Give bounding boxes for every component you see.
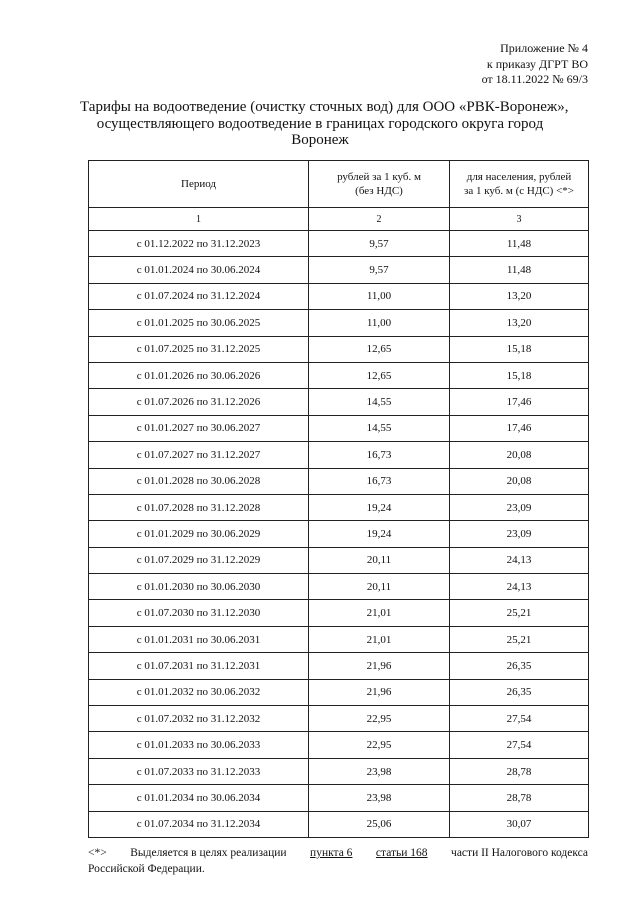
- footnote: [88, 845, 588, 877]
- period-cell: с 01.07.2027 по 31.12.2027: [89, 442, 309, 468]
- table-row: [89, 600, 589, 626]
- tariff-no-vat-cell: 20,11: [309, 547, 450, 573]
- period-cell: с 01.01.2028 по 30.06.2028: [89, 468, 309, 494]
- tariff-with-vat-cell: 13,20: [450, 283, 589, 309]
- tariff-with-vat-cell: 15,18: [450, 336, 589, 362]
- table-row: [89, 257, 589, 283]
- tariff-no-vat-cell: 22,95: [309, 732, 450, 758]
- tariff-no-vat-cell: 25,06: [309, 811, 450, 837]
- table-row: [89, 336, 589, 362]
- table-row: [89, 626, 589, 652]
- table-row: [89, 310, 589, 336]
- title-line: осуществляющего водоотведение в границах городского округа город: [96, 115, 544, 132]
- tariff-with-vat-cell: 23,09: [450, 494, 589, 520]
- tariff-with-vat-cell: 25,21: [450, 626, 589, 652]
- table-row: [89, 231, 589, 257]
- tariff-no-vat-cell: 12,65: [309, 362, 450, 388]
- table-header-row: [89, 161, 589, 208]
- table-row: [89, 785, 589, 811]
- tariff-with-vat-cell: 28,78: [450, 785, 589, 811]
- table-row: [89, 574, 589, 600]
- column-number: 2: [309, 208, 450, 231]
- period-cell: с 01.07.2026 по 31.12.2026: [89, 389, 309, 415]
- tariff-no-vat-cell: 9,57: [309, 231, 450, 257]
- table-row: [89, 442, 589, 468]
- document-title: [80, 99, 569, 149]
- tariff-no-vat-cell: 16,73: [309, 442, 450, 468]
- table-row: [89, 679, 589, 705]
- table-row: [89, 521, 589, 547]
- tariff-with-vat-cell: 24,13: [450, 574, 589, 600]
- title-line: Воронеж: [291, 132, 349, 148]
- header-no-vat: рублей за 1 куб. м (без НДС): [309, 161, 450, 208]
- title-line: Тарифы на водоотведение (очистку сточных вод) для ООО «РВК-Воронеж»,: [80, 99, 569, 115]
- period-cell: с 01.01.2033 по 30.06.2033: [89, 732, 309, 758]
- table-row: [89, 415, 589, 441]
- period-cell: с 01.07.2033 по 31.12.2033: [89, 758, 309, 784]
- period-cell: с 01.01.2025 по 30.06.2025: [89, 310, 309, 336]
- tariff-with-vat-cell: 17,46: [450, 389, 589, 415]
- tariff-no-vat-cell: 11,00: [309, 283, 450, 309]
- appendix-date-line: от 18.11.2022 № 69/3: [481, 72, 588, 86]
- tariff-with-vat-cell: 23,09: [450, 521, 589, 547]
- table-row: [89, 653, 589, 679]
- header-with-vat: для населения, рублей за 1 куб. м (с НДС) <*>: [450, 161, 589, 208]
- tariff-with-vat-cell: 26,35: [450, 653, 589, 679]
- tariff-no-vat-cell: 19,24: [309, 521, 450, 547]
- tariff-no-vat-cell: 21,96: [309, 679, 450, 705]
- period-cell: с 01.07.2029 по 31.12.2029: [89, 547, 309, 573]
- period-cell: с 01.01.2032 по 30.06.2032: [89, 679, 309, 705]
- tariff-with-vat-cell: 20,08: [450, 468, 589, 494]
- tariff-with-vat-cell: 11,48: [450, 231, 589, 257]
- tariff-no-vat-cell: 23,98: [309, 785, 450, 811]
- tariff-no-vat-cell: 21,96: [309, 653, 450, 679]
- period-cell: с 01.01.2030 по 30.06.2030: [89, 574, 309, 600]
- appendix-header: [482, 41, 588, 88]
- period-cell: с 01.01.2027 по 30.06.2027: [89, 415, 309, 441]
- tariff-no-vat-cell: 23,98: [309, 758, 450, 784]
- tariff-with-vat-cell: 24,13: [450, 547, 589, 573]
- period-cell: с 01.01.2024 по 30.06.2024: [89, 257, 309, 283]
- tariff-no-vat-cell: 20,11: [309, 574, 450, 600]
- tariff-no-vat-cell: 11,00: [309, 310, 450, 336]
- tariff-with-vat-cell: 28,78: [450, 758, 589, 784]
- tariff-with-vat-cell: 13,20: [450, 310, 589, 336]
- tariff-with-vat-cell: 11,48: [450, 257, 589, 283]
- table-row: [89, 468, 589, 494]
- tariff-with-vat-cell: 15,18: [450, 362, 589, 388]
- tariff-no-vat-cell: 16,73: [309, 468, 450, 494]
- tariff-no-vat-cell: 19,24: [309, 494, 450, 520]
- tariff-no-vat-cell: 21,01: [309, 600, 450, 626]
- tariff-no-vat-cell: 14,55: [309, 415, 450, 441]
- table-row: [89, 811, 589, 837]
- period-cell: с 01.07.2031 по 31.12.2031: [89, 653, 309, 679]
- tariff-with-vat-cell: 17,46: [450, 415, 589, 441]
- tariff-with-vat-cell: 27,54: [450, 706, 589, 732]
- tariff-with-vat-cell: 30,07: [450, 811, 589, 837]
- footnote-link-point[interactable]: пункта 6: [310, 847, 353, 859]
- period-cell: с 01.01.2026 по 30.06.2026: [89, 362, 309, 388]
- footnote-text: Выделяется в целях реализации: [130, 847, 287, 859]
- header-period: Период: [89, 161, 309, 208]
- table-body: [89, 231, 589, 838]
- table-row: [89, 283, 589, 309]
- table-row: [89, 732, 589, 758]
- period-cell: с 01.12.2022 по 31.12.2023: [89, 231, 309, 257]
- table-row: [89, 758, 589, 784]
- appendix-line: Приложение № 4: [500, 41, 588, 55]
- period-cell: с 01.07.2028 по 31.12.2028: [89, 494, 309, 520]
- column-number-row: [89, 208, 589, 231]
- footnote-text: части II Налогового кодекса: [451, 847, 588, 859]
- period-cell: с 01.07.2024 по 31.12.2024: [89, 283, 309, 309]
- period-cell: с 01.01.2029 по 30.06.2029: [89, 521, 309, 547]
- column-number: 1: [89, 208, 309, 231]
- tariff-no-vat-cell: 21,01: [309, 626, 450, 652]
- tariff-with-vat-cell: 25,21: [450, 600, 589, 626]
- footnote-link-article[interactable]: статьи 168: [375, 847, 428, 859]
- tariff-with-vat-cell: 26,35: [450, 679, 589, 705]
- period-cell: с 01.07.2034 по 31.12.2034: [89, 811, 309, 837]
- appendix-order-line: к приказу ДГРТ ВО: [486, 56, 588, 71]
- table-row: [89, 547, 589, 573]
- table-row: [89, 706, 589, 732]
- tariff-no-vat-cell: 9,57: [309, 257, 450, 283]
- period-cell: с 01.07.2030 по 31.12.2030: [89, 600, 309, 626]
- column-number: 3: [450, 208, 589, 231]
- period-cell: с 01.07.2032 по 31.12.2032: [89, 706, 309, 732]
- period-cell: с 01.01.2031 по 30.06.2031: [89, 626, 309, 652]
- period-cell: с 01.07.2025 по 31.12.2025: [89, 336, 309, 362]
- table-row: [89, 494, 589, 520]
- table-row: [89, 362, 589, 388]
- tariff-no-vat-cell: 14,55: [309, 389, 450, 415]
- period-cell: с 01.01.2034 по 30.06.2034: [89, 785, 309, 811]
- tariff-with-vat-cell: 27,54: [450, 732, 589, 758]
- footnote-line2: Российской Федерации.: [88, 863, 205, 875]
- footnote-marker: <*>: [88, 847, 107, 859]
- tariff-no-vat-cell: 22,95: [309, 706, 450, 732]
- tariff-no-vat-cell: 12,65: [309, 336, 450, 362]
- table-row: [89, 389, 589, 415]
- tariff-with-vat-cell: 20,08: [450, 442, 589, 468]
- tariffs-table: [88, 160, 589, 838]
